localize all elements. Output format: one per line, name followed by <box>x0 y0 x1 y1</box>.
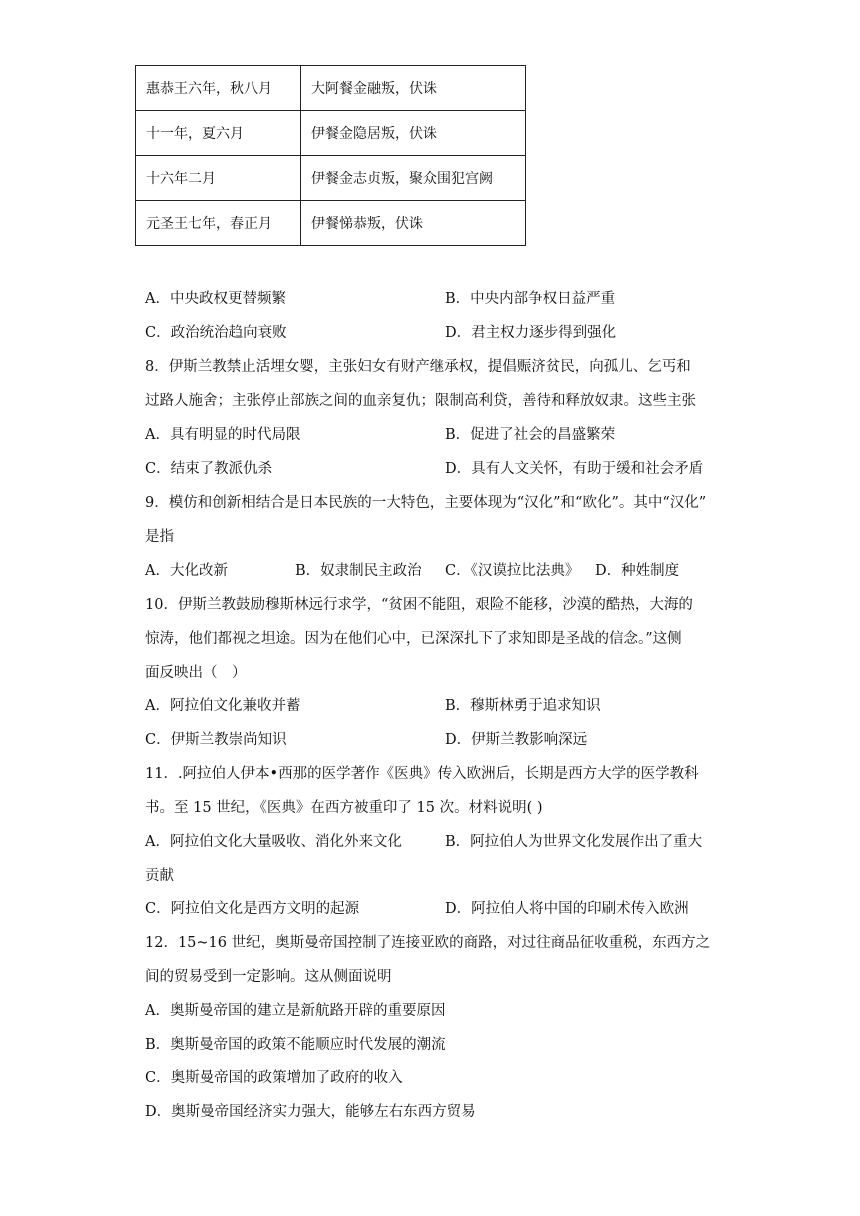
q8-stem-line2: 过路人施舍；主张停止部族之间的血亲复仇；限制高利贷，善待和释放奴隶。这些主张 <box>145 393 696 409</box>
q7-option-a: A．中央政权更替频繁 <box>145 291 286 307</box>
q10-stem-line3: 面反映出（ ） <box>145 665 247 681</box>
q8-option-a: A．具有明显的时代局限 <box>145 427 301 443</box>
q10-stem-line1: 10．伊斯兰教鼓励穆斯林远行求学，“贫困不能阻，艰险不能移，沙漠的酷热，大海的 <box>145 597 693 613</box>
table-cell-event: 伊餐金志贞叛，聚众围犯宫阙 <box>301 156 526 201</box>
q12-stem-line1: 12．15~16 世纪，奥斯曼帝国控制了连接亚欧的商路，对过往商品征收重税，东西方之 <box>145 935 711 951</box>
q12-option-d: D．奥斯曼帝国经济实力强大，能够左右东西方贸易 <box>145 1104 476 1120</box>
q7-option-c: C．政治统治趋向衰败 <box>145 325 287 341</box>
table-cell-time: 十六年二月 <box>136 156 301 201</box>
q7-option-b: B．中央内部争权日益严重 <box>445 291 616 307</box>
q10-option-a: A．阿拉伯文化兼收并蓄 <box>145 698 301 714</box>
table-row <box>136 156 526 201</box>
q9-stem-line2: 是指 <box>145 529 174 545</box>
table-cell-event: 伊餐金隐居叛，伏诛 <box>301 111 526 156</box>
q9-option-a: A．大化改新 <box>145 563 228 579</box>
q7-option-d: D．君主权力逐步得到强化 <box>445 325 617 341</box>
q10-option-b: B．穆斯林勇于追求知识 <box>445 698 601 714</box>
table-cell-event: 伊餐悌恭叛，伏诛 <box>301 201 526 246</box>
q11-option-b: B．阿拉伯人为世界文化发展作出了重大 <box>445 834 703 850</box>
q12-stem-line2: 间的贸易受到一定影响。这从侧面说明 <box>145 969 392 985</box>
q12-option-c: C．奥斯曼帝国的政策增加了政府的收入 <box>145 1070 403 1086</box>
q8-option-c: C．结束了教派仇杀 <box>145 461 273 477</box>
q10-stem-line2: 惊涛，他们都视之坦途。因为在他们心中，已深深扎下了求知即是圣战的信念。”这侧 <box>145 631 682 647</box>
q8-option-d: D．具有人文关怀，有助于缓和社会矛盾 <box>445 461 704 477</box>
table-cell-time: 十一年，夏六月 <box>136 111 301 156</box>
q11-stem-line2: 书。至 15 世纪，《医典》在西方被重印了 15 次。材料说明( ) <box>145 800 543 816</box>
q12-option-a: A．奥斯曼帝国的建立是新航路开辟的重要原因 <box>145 1003 446 1019</box>
rebellion-table <box>135 65 526 246</box>
q9-stem-line1: 9．模仿和创新相结合是日本民族的一大特色，主要体现为“汉化”和“欧化”。其中“汉化” <box>145 495 707 511</box>
q12-option-b: B．奥斯曼帝国的政策不能顺应时代发展的潮流 <box>145 1037 446 1053</box>
q11-option-b-continued: 贡献 <box>145 868 174 884</box>
table-cell-time: 元圣王七年，春正月 <box>136 201 301 246</box>
q10-option-d: D．伊斯兰教影响深远 <box>445 732 588 748</box>
q8-stem-line1: 8．伊斯兰教禁止活埋女婴，主张妇女有财产继承权，提倡赈济贫民，向孤儿、乞丐和 <box>145 359 691 375</box>
table-row <box>136 111 526 156</box>
table-row <box>136 66 526 111</box>
q11-option-a: A．阿拉伯文化大量吸收、消化外来文化 <box>145 834 402 850</box>
q10-option-c: C．伊斯兰教崇尚知识 <box>145 732 287 748</box>
q11-option-d: D．阿拉伯人将中国的印刷术传入欧洲 <box>445 901 689 917</box>
q11-stem-line1: 11．.阿拉伯人伊本•西那的医学著作《医典》传入欧洲后，长期是西方大学的医学教科 <box>145 766 699 782</box>
table-row <box>136 201 526 246</box>
q9-option-d: D．种姓制度 <box>595 563 680 579</box>
table-cell-time: 惠恭王六年，秋八月 <box>136 66 301 111</box>
q8-option-b: B．促进了社会的昌盛繁荣 <box>445 427 616 443</box>
q9-option-b: B．奴隶制民主政治 <box>295 563 422 579</box>
q9-option-c: C．《汉谟拉比法典》 <box>445 563 580 579</box>
q11-option-c: C．阿拉伯文化是西方文明的起源 <box>145 901 360 917</box>
table-cell-event: 大阿餐金融叛，伏诛 <box>301 66 526 111</box>
